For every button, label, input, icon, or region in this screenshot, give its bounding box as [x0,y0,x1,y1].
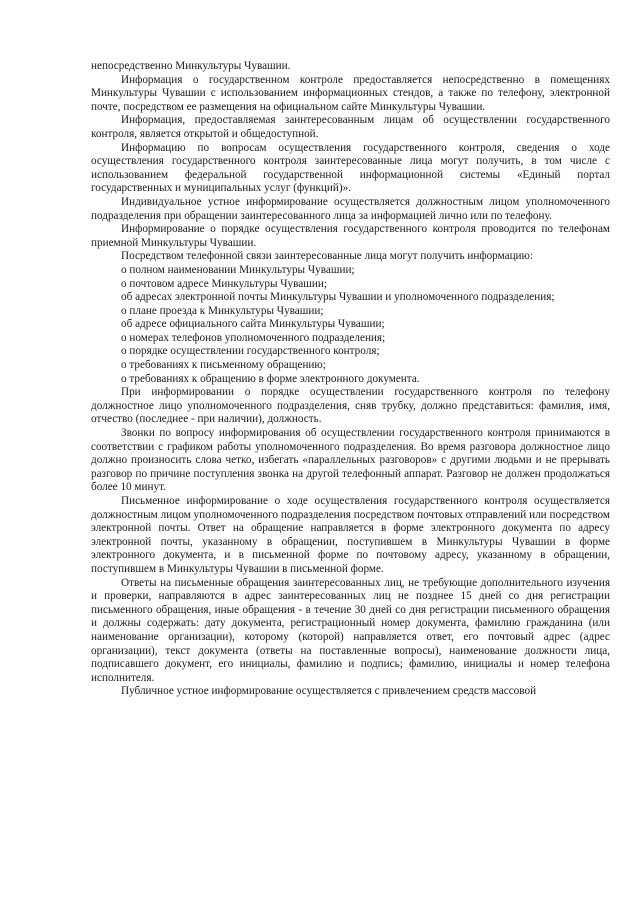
list-item: о плане проезда к Минкультуры Чувашии; [121,304,324,317]
paragraph: Звонки по вопросу информирования об осуществлении государственного контроля принимаются в соответствии с графиком работы уполномоченного подразделения. Во время разговора должностное лицо должно произносить слова четко, избегать «параллельных разговоров» с другими людьми и не прерывать разговор по причине поступления звонка на другой телефонный аппарат. Разговор не должен продолжаться более 10 минут. [91,427,610,494]
paragraph: Посредством телефонной связи заинтересованные лица могут получить информацию: [121,250,534,263]
list-item: о порядке осуществлении государственного контроля; [121,345,380,358]
paragraph: Информацию по вопросам осуществления государственного контроля, сведения о ходе осуществления государственного контроля заинтересованные лица могут получить, в том числе с использованием федеральной государственной информационной системы «Единый портал государственных и муниципальных услуг (функций)». [91,141,610,195]
paragraph: Индивидуальное устное информирование осуществляется должностным лицом уполномоченного подразделения при обращении заинтересованного лица за информацией лично или по телефону. [91,195,610,222]
list-item: о полном наименовании Минкультуры Чувашии; [121,263,355,276]
list-item: о требованиях к обращению в форме электронного документа. [121,372,420,385]
paragraph: Информирование о порядке осуществления государственного контроля проводится по телефонам приемной Минкультуры Чувашии. [91,223,610,249]
paragraph: Информация, предоставляемая заинтересованным лицам об осуществлении государственного контроля, является открытой и общедоступной. [91,114,610,140]
list-item: о почтовом адресе Минкультуры Чувашии; [121,277,327,290]
paragraph: Информация о государственном контроле предоставляется непосредственно в помещениях Минкультуры Чувашии с использованием информационных стендов, а также по телефону, электронной почте, посредством ее размещения на официальном сайте Минкультуры Чувашии. [91,73,610,113]
paragraph-truncated: Публичное устное информирование осуществляется с привлечением средств массовой [121,685,537,698]
list-item: о требованиях к письменному обращению; [121,359,326,372]
list-item: о номерах телефонов уполномоченного подразделения; [121,331,386,344]
paragraph: Письменное информирование о ходе осуществления государственного контроля осуществляется должностным лицом уполномоченного подразделения посредством почтовых отправлений или посредством электронной почты. Ответ на обращение направляется в форме электронного документа по адресу электронной почты, указанному в обращении, поступившем в Минкультуры Чувашии в форме электронного документа, и в письменной форме по почтовому адресу, указанному в обращении, поступившем в Минкультуры Чувашии в письменной форме. [91,495,610,575]
list-item: об адресе официального сайта Минкультуры Чувашии; [121,318,385,331]
paragraph-continuation: непосредственно Минкультуры Чувашии. [91,60,291,72]
list-item: об адресах электронной почты Минкультуры Чувашии и уполномоченного подразделения; [121,291,555,304]
paragraph: Ответы на письменные обращения заинтересованных лиц, не требующие дополнительного изучения и проверки, направляются в адрес заинтересованных лиц не позднее 15 дней со дня регистрации письменного обращения, иные обращения - в течение 30 дней со дня регистрации письменного обращения и должны содержать: дату документа, регистрационный номер документа, фамилию гражданина (или наименование организации), которому (которой) направляется ответ, его почтовый адрес (адрес организации), текст документа (ответы на поставленные вопросы), наименование должности лица, подписавшего документ, его инициалы, фамилию и подпись; фамилию, инициалы и номер телефона исполнителя. [91,576,610,684]
paragraph: При информировании о порядке осуществлении государственного контроля по телефону должностное лицо уполномоченного подразделения, сняв трубку, должно представиться: фамилия, имя, отчество (последнее - при наличии), должность. [91,386,610,426]
